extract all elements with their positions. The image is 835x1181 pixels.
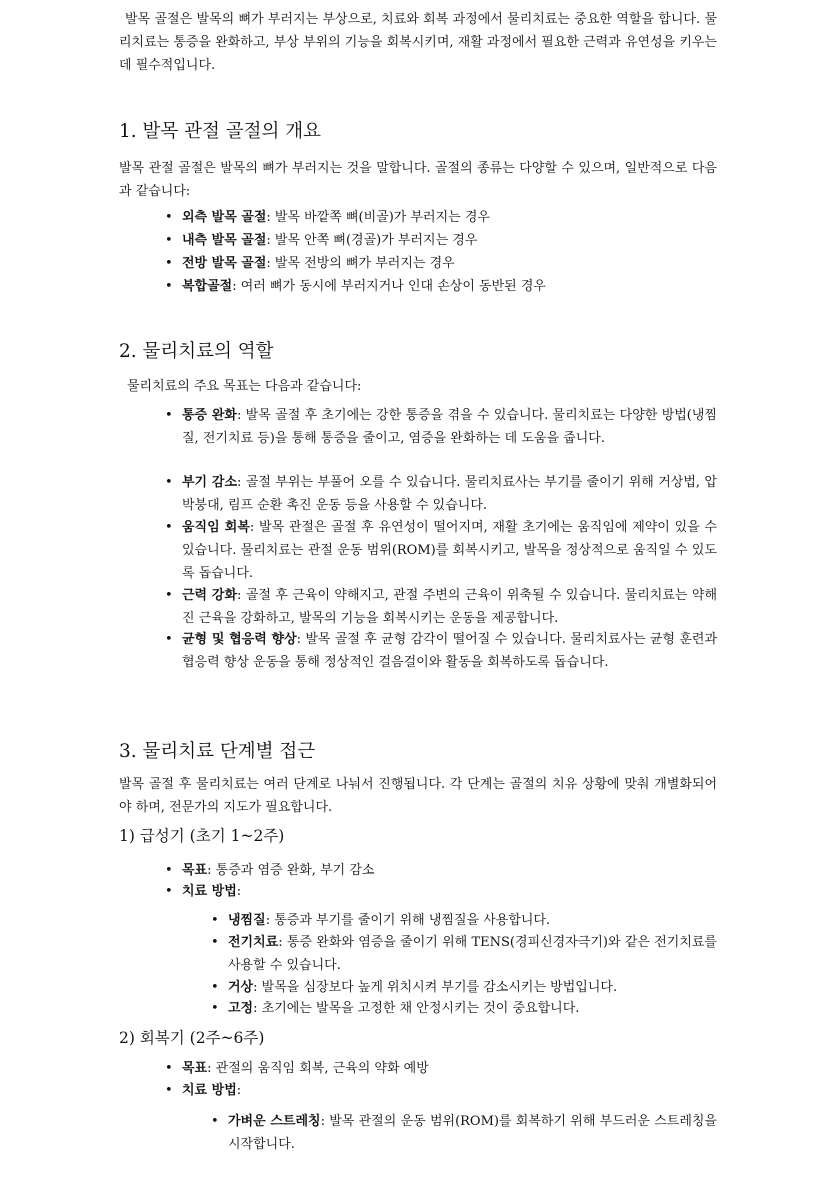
list-item	[165, 206, 717, 229]
bullet-icon: •	[165, 520, 173, 535]
sub-list-item	[211, 1110, 717, 1156]
section-1-heading: 1. 발목 관절 골절의 개요	[119, 121, 322, 142]
section-1-intro: 발목 관절 골절은 발목의 뼈가 부러지는 것을 말합니다. 골절의 종류는 다양할 수 있으며, 일반적으로 다음과 같습니다:	[119, 161, 717, 199]
list-item	[165, 516, 717, 585]
list-item-term: 움직임 회복	[182, 520, 250, 535]
section-3-intro: 발목 골절 후 물리치료는 여러 단계로 나눠서 진행됩니다. 각 단계는 골절의 치유 상황에 맞춰 개별화되어야 하며, 전문가의 지도가 필요합니다.	[119, 777, 717, 815]
sub-list-item	[211, 997, 717, 1020]
sub-list-item-term: 전기치료	[228, 935, 279, 950]
sub-list-item-desc: : 발목 관절의 운동 범위(ROM)를 회복하기 위해 부드러운 스트레칭을 시작합니다.	[228, 1114, 717, 1152]
bullet-icon: •	[165, 233, 173, 248]
phase-2-heading: 2) 회복기 (2주~6주)	[119, 1029, 265, 1047]
list-item	[165, 252, 717, 275]
sub-list-item-desc: : 통증과 부기를 줄이기 위해 냉찜질을 사용합니다.	[265, 913, 551, 928]
bullet-icon: •	[211, 1114, 219, 1129]
list-item	[165, 275, 717, 298]
goal-term: 목표	[182, 863, 208, 878]
sub-list-item	[211, 909, 717, 932]
section-3-heading: 3. 물리치료 단계별 접근	[119, 741, 316, 762]
method-colon: :	[236, 884, 242, 899]
bullet-icon: •	[165, 279, 173, 294]
bullet-icon: •	[165, 408, 173, 423]
bullet-icon: •	[211, 1001, 219, 1016]
bullet-icon: •	[165, 588, 173, 603]
sub-list-item-desc: : 초기에는 발목을 고정한 채 안정시키는 것이 중요합니다.	[253, 1001, 580, 1016]
list-item-term: 균형 및 협응력 향상	[182, 632, 297, 647]
bullet-icon: •	[211, 913, 219, 928]
intro-paragraph: 발목 골절은 발목의 뼈가 부러지는 부상으로, 치료와 회복 과정에서 물리치료는 중요한 역할을 합니다. 물리치료는 통증을 완화하고, 부상 부위의 기능을 회복시키며, 재활 과정에서 필요한 근력과 유연성을 키우는 데 필수적입니다.	[119, 12, 717, 73]
list-item	[165, 584, 717, 630]
list-item	[165, 628, 718, 674]
method-colon: :	[236, 1083, 242, 1098]
phase-2-goal	[165, 1057, 717, 1080]
bullet-icon: •	[211, 980, 219, 995]
phase-1-heading: 1) 급성기 (초기 1~2주)	[119, 827, 285, 845]
list-item-desc: : 발목 골절 후 균형 감각이 떨어질 수 있습니다. 물리치료사는 균형 훈련과 협응력 향상 운동을 통해 정상적인 걸음걸이와 활동을 회복하도록 돕습니다.	[182, 632, 718, 670]
bullet-icon: •	[165, 1061, 173, 1076]
sub-list-item	[211, 976, 717, 999]
list-item-term: 근력 강화	[182, 588, 238, 603]
bullet-icon: •	[211, 935, 219, 950]
bullet-icon: •	[165, 863, 173, 878]
bullet-icon: •	[165, 475, 173, 490]
sub-list-item-desc: : 발목을 심장보다 높게 위치시켜 부기를 감소시키는 방법입니다.	[253, 980, 618, 995]
goal-desc: : 관절의 움직임 회복, 근육의 약화 예방	[207, 1061, 429, 1076]
method-term: 치료 방법	[182, 884, 237, 899]
bullet-icon: •	[165, 256, 173, 271]
list-item-term: 통증 완화	[182, 408, 237, 423]
sub-list-item-term: 고정	[228, 1001, 254, 1016]
list-item-desc: : 발목 관절은 골절 후 유연성이 떨어지며, 재활 초기에는 움직임에 제약이 있을 수 있습니다. 물리치료는 관절 운동 범위(ROM)를 회복시키고, 발목을 정상적으로 움직일 수 있도록 돕습니다.	[182, 520, 717, 581]
list-item	[165, 229, 717, 252]
list-item-desc: : 여러 뼈가 동시에 부러지거나 인대 손상이 동반된 경우	[232, 279, 546, 294]
list-item-desc: : 골절 부위는 부풀어 오를 수 있습니다. 물리치료사는 부기를 줄이기 위해 거상법, 압박붕대, 림프 순환 촉진 운동 등을 사용할 수 있습니다.	[182, 475, 717, 513]
section-2-intro: 물리치료의 주요 목표는 다음과 같습니다:	[127, 379, 362, 394]
bullet-icon: •	[165, 632, 173, 647]
goal-term: 목표	[182, 1061, 208, 1076]
section-2-heading: 2. 물리치료의 역할	[119, 341, 274, 362]
list-item-desc: : 골절 후 근육이 약해지고, 관절 주변의 근육이 위축될 수 있습니다. 물리치료는 약해진 근육을 강화하고, 발목의 기능을 회복시키는 운동을 제공합니다.	[182, 588, 717, 626]
list-item-desc: : 발목 바깥쪽 뼈(비골)가 부러지는 경우	[266, 210, 490, 225]
sub-list-item-desc: : 통증 완화와 염증을 줄이기 위해 TENS(경피신경자극기)와 같은 전기치료를 사용할 수 있습니다.	[228, 935, 717, 973]
sub-list-item	[211, 931, 717, 977]
method-term: 치료 방법	[182, 1083, 237, 1098]
phase-2-method-label	[165, 1079, 717, 1102]
list-item-term: 복합골절	[182, 279, 233, 294]
sub-list-item-term: 가벼운 스트레칭	[228, 1114, 321, 1129]
bullet-icon: •	[165, 884, 173, 899]
list-item-term: 내측 발목 골절	[182, 233, 267, 248]
list-item-term: 전방 발목 골절	[182, 256, 267, 271]
bullet-icon: •	[165, 210, 173, 225]
list-item-desc: : 발목 전방의 뼈가 부러지는 경우	[266, 256, 455, 271]
sub-list-item-term: 냉찜질	[228, 913, 266, 928]
phase-1-goal	[165, 859, 717, 882]
list-item	[165, 471, 717, 517]
list-item-desc: : 발목 안쪽 뼈(경골)가 부러지는 경우	[266, 233, 478, 248]
list-item-term: 부기 감소	[182, 475, 238, 490]
list-item-term: 외측 발목 골절	[182, 210, 267, 225]
sub-list-item-term: 거상	[228, 980, 254, 995]
list-item-desc: : 발목 골절 후 초기에는 강한 통증을 겪을 수 있습니다. 물리치료는 다양한 방법(냉찜질, 전기치료 등)을 통해 통증을 줄이고, 염증을 완화하는 데 도움을 줍니다.	[182, 408, 717, 446]
list-item	[165, 404, 717, 450]
phase-1-method-label	[165, 880, 717, 903]
goal-desc: : 통증과 염증 완화, 부기 감소	[207, 863, 375, 878]
bullet-icon: •	[165, 1083, 173, 1098]
